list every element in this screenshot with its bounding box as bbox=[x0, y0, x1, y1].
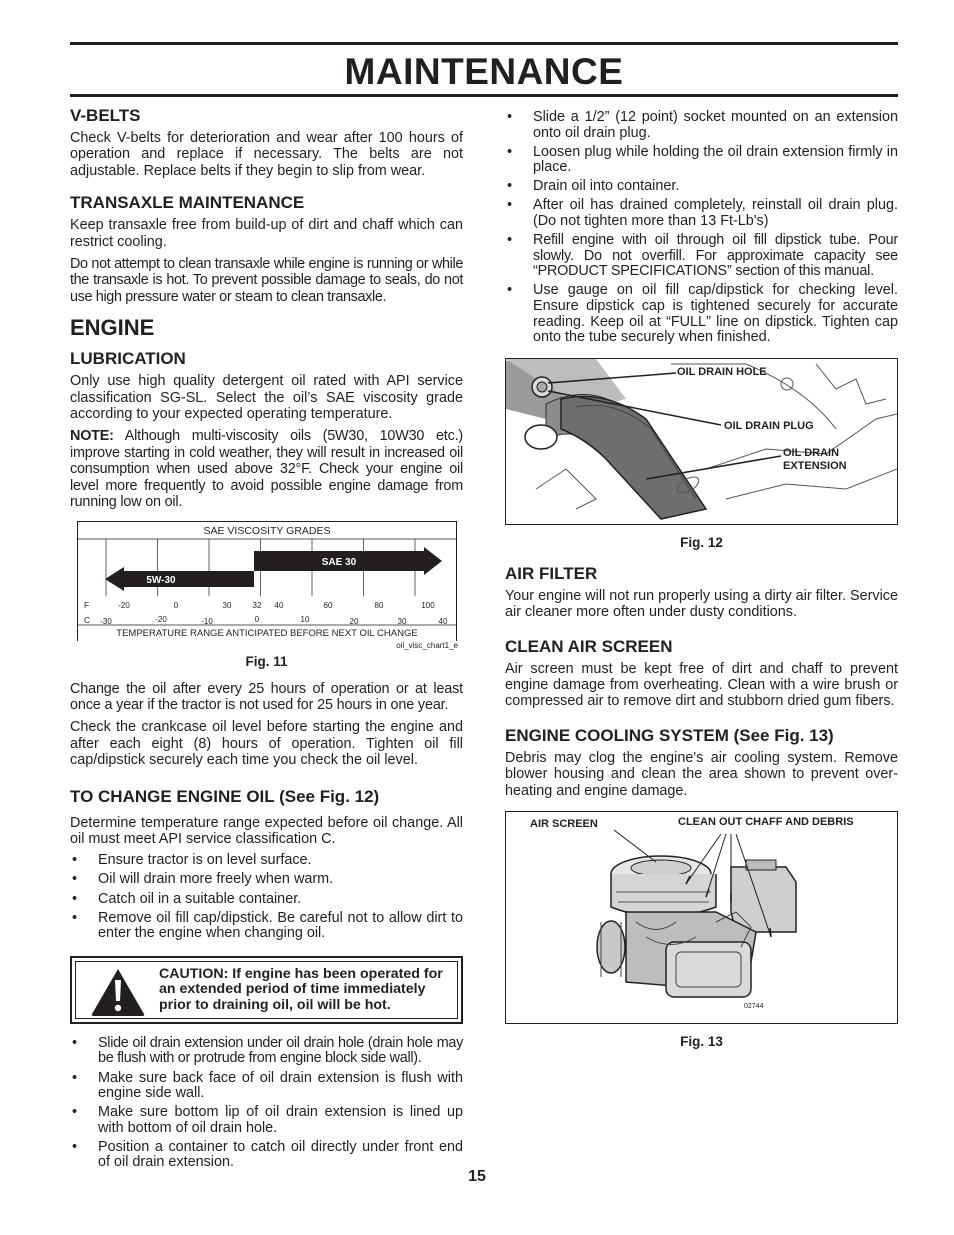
c-tick-label: 30 bbox=[397, 616, 407, 626]
f-tick-label: 80 bbox=[374, 600, 384, 610]
bar-label-sae-30: SAE 30 bbox=[321, 556, 357, 568]
list-item: • Remove oil fill cap/dipstick. Be careful not to allow dirt to enter the engine when changing oil. bbox=[72, 909, 463, 942]
transaxle-text-1: Keep transaxle free from build-up of dirt and chaff which can restrict cooling. bbox=[70, 217, 463, 250]
c-scale-label: C bbox=[84, 614, 91, 625]
air-filter-heading: AIR FILTER bbox=[505, 563, 598, 583]
right-column bbox=[505, 110, 898, 1059]
fig13-code: 02744 bbox=[744, 1003, 764, 1011]
list-item: • Use gauge on oil fill cap/dipstick for checking level. Ensure dipstick cap is tightened securely for accurate reading. Keep oil at “FULL” line on dipstick. Tighten cap onto the tube securely when finished. bbox=[507, 282, 898, 346]
clean-chaff-label: CLEAN OUT CHAFF AND DEBRIS bbox=[678, 816, 854, 829]
bar-label-5w-30: 5W-30 bbox=[146, 574, 176, 586]
oil-change-text-1: Change the oil after every 25 hours of operation or at least once a year if the tractor is not used for 25 hours in one year. bbox=[70, 680, 463, 713]
list-item: • Oil will drain more freely when warm. bbox=[72, 871, 334, 888]
vbelts-text: Check V-belts for deterioration and wear after 100 hours of operation and replace if necessary. The belts are not adjustable. Replace belts if they begin to slip from wear. bbox=[70, 130, 463, 179]
oil-drain-plug-label: OIL DRAIN PLUG bbox=[724, 419, 814, 432]
oil-drain-drawing bbox=[506, 359, 897, 523]
cooling-text: Debris may clog the engine's air cooling system. Remove blower housing and clean the area shown to prevent over-heating and engine damage. bbox=[505, 749, 898, 799]
f-scale-label: F bbox=[84, 599, 90, 610]
transaxle-text-2: Do not attempt to clean transaxle while engine is running or while the transaxle is hot. To prevent possible damage to seals, do not use high pressure water or steam to clean transaxle. bbox=[70, 256, 463, 305]
fig12-caption: Fig. 12 bbox=[680, 534, 723, 550]
air-screen-heading: CLEAN AIR SCREEN bbox=[505, 636, 673, 656]
title-rule bbox=[70, 94, 898, 97]
note-text: Although multi-viscosity oils (5W30, 10W30 etc.) improve starting in cold weather, they will result in increased oil consumption when used above 32°F. Check your engine oil level more frequently to avoid possible engine damage from running low on oil. bbox=[70, 428, 463, 511]
list-item: • Catch oil in a suitable container. bbox=[72, 890, 302, 907]
top-rule bbox=[70, 42, 898, 45]
c-tick-label: -30 bbox=[100, 616, 112, 626]
list-item: • After oil has drained completely, reinstall oil drain plug. (Do not tighten more than 13 Ft-Lb's) bbox=[507, 197, 898, 230]
air-filter-text: Your engine will not run properly using a dirty air filter. Service air cleaner more often under dusty conditions. bbox=[505, 587, 899, 621]
page-number: 15 bbox=[468, 1168, 486, 1185]
c-tick-label: 40 bbox=[438, 616, 448, 626]
viscosity-chart bbox=[77, 521, 457, 641]
note-label: NOTE: bbox=[70, 428, 114, 445]
chart-title: SAE VISCOSITY GRADES bbox=[203, 524, 331, 537]
lubrication-text: Only use high quality detergent oil rated with API service classification SG-SL. Select the oil’s SAE viscosity grade according to your expected operating temperature. bbox=[70, 373, 463, 423]
change-oil-heading: TO CHANGE ENGINE OIL (See Fig. 12) bbox=[70, 786, 380, 806]
oil-drain-extension-label-2: EXTENSION bbox=[783, 459, 847, 472]
chart-code: oil_visc_chart1_e bbox=[396, 640, 458, 650]
f-tick-label: 40 bbox=[274, 600, 284, 610]
change-oil-text: Determine temperature range expected before oil change. All oil must meet API service classification C. bbox=[70, 814, 463, 847]
list-item: • Ensure tractor is on level surface. bbox=[72, 852, 312, 869]
change-oil-list-2 bbox=[70, 1036, 463, 1171]
chart-f-ticks bbox=[118, 601, 435, 610]
f-tick-label: 100 bbox=[421, 600, 435, 610]
list-item: • Slide a 1/2” (12 point) socket mounted on an extension onto oil drain plug. bbox=[507, 109, 898, 141]
list-item: • Position a container to catch oil directly under front end of oil drain extension. bbox=[72, 1138, 463, 1171]
list-item: • Loosen plug while holding the oil drain extension firmly in place. bbox=[507, 143, 898, 176]
fig11-caption: Fig. 11 bbox=[245, 653, 288, 669]
air-screen-label: AIR SCREEN bbox=[530, 818, 598, 831]
cooling-heading: ENGINE COOLING SYSTEM (See Fig. 13) bbox=[505, 725, 834, 745]
lubrication-note bbox=[70, 428, 463, 510]
change-oil-list-3 bbox=[505, 110, 898, 346]
fig13-caption: Fig. 13 bbox=[680, 1034, 723, 1050]
change-oil-list-1 bbox=[70, 853, 463, 941]
f-tick-label: 60 bbox=[323, 600, 333, 610]
engine-drawing bbox=[506, 812, 897, 1022]
page-title: MAINTENANCE bbox=[344, 51, 624, 92]
engine-heading: ENGINE bbox=[70, 315, 155, 341]
bar-5w-30 bbox=[105, 567, 254, 591]
list-item: • Make sure bottom lip of oil drain extension is lined up with bottom of oil drain hole. bbox=[72, 1104, 463, 1136]
caution-text: CAUTION: If engine has been operated for an extended period of time immediately prior to draining oil, oil will be hot. bbox=[159, 965, 443, 1013]
c-tick-label: 0 bbox=[254, 614, 260, 624]
chart-c-ticks bbox=[100, 615, 448, 626]
fig12-illustration bbox=[505, 358, 898, 525]
c-tick-label: 20 bbox=[349, 616, 359, 626]
c-tick-label: -20 bbox=[155, 614, 167, 624]
air-screen-text: Air screen must be kept free of dirt and chaff to prevent engine damage from overheating. Clean with a wire brush or compressed air to remove dirt and stubborn dried gum fibers. bbox=[505, 660, 898, 710]
f-tick-label: 32 bbox=[252, 600, 262, 610]
list-item: • Make sure back face of oil drain extension is flush with engine side wall. bbox=[72, 1069, 463, 1102]
oil-change-text-2: Check the crankcase oil level before starting the engine and after each eight (8) hours of operation. Tighten oil fill cap/dipstick securely each time you check the oil level. bbox=[70, 719, 463, 769]
left-column bbox=[70, 104, 463, 1177]
warning-icon bbox=[90, 967, 146, 1017]
chart-bars bbox=[105, 547, 442, 591]
c-tick-label: 10 bbox=[300, 614, 310, 624]
list-item: • Slide oil drain extension under oil drain hole (drain hole may be flush with or protrude from engine block side wall). bbox=[72, 1034, 463, 1067]
chart-xlabel: TEMPERATURE RANGE ANTICIPATED BEFORE NEXT OIL CHANGE bbox=[116, 627, 418, 639]
f-tick-label: -20 bbox=[118, 600, 130, 610]
oil-drain-extension-label-1: OIL DRAIN bbox=[783, 446, 840, 459]
fig13-illustration bbox=[505, 811, 898, 1024]
vbelts-heading: V-BELTS bbox=[70, 106, 141, 125]
caution-box bbox=[70, 956, 463, 1024]
transaxle-heading: TRANSAXLE MAINTENANCE bbox=[70, 193, 305, 213]
viscosity-chart-svg bbox=[77, 521, 457, 641]
list-item: • Refill engine with oil through oil fill dipstick tube. Pour slowly. Do not overfill. For approximate capacity see “PRODUCT SPECIFICATIONS” section of this manual. bbox=[507, 232, 898, 280]
list-item: • Drain oil into container. bbox=[507, 178, 680, 195]
f-tick-label: 0 bbox=[173, 600, 179, 610]
lubrication-heading: LUBRICATION bbox=[70, 349, 186, 369]
oil-drain-hole-label: OIL DRAIN HOLE bbox=[677, 365, 767, 378]
f-tick-label: 30 bbox=[222, 600, 232, 610]
c-tick-label: -10 bbox=[201, 616, 213, 626]
